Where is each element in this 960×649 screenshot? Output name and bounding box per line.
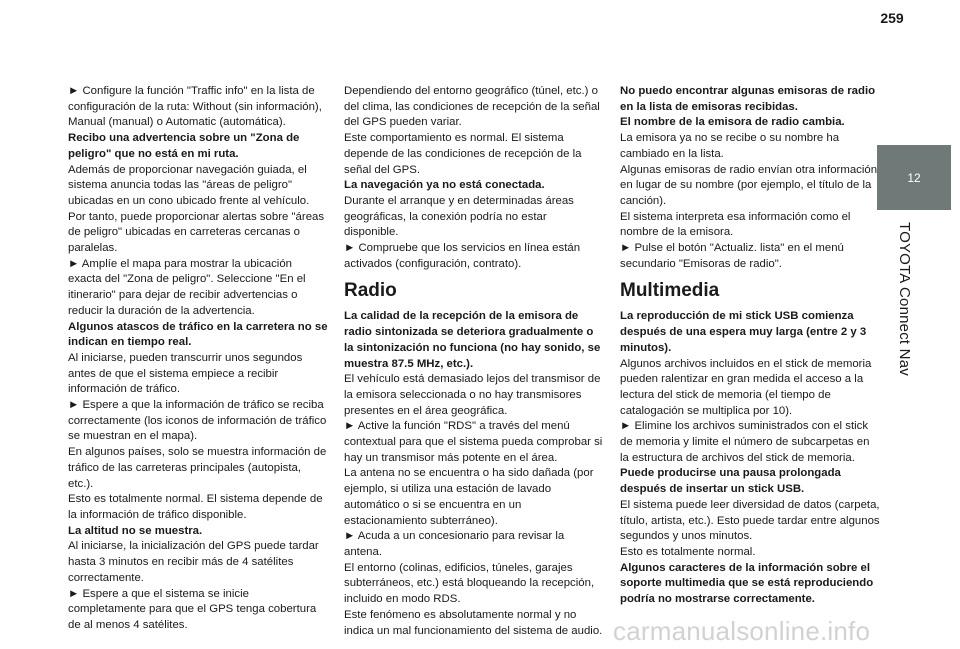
question-heading: Algunos atascos de tráfico en la carretera no se indican en tiempo real. <box>68 320 328 349</box>
paragraph: Este fenómeno es absolutamente normal y no indica un mal funcionamiento del sistema de audio. <box>344 608 603 637</box>
column-1 <box>68 84 328 634</box>
paragraph: Al iniciarse, la inicialización del GPS puede tardar hasta 3 minutos en recibir más de 4 satélites correctamente. <box>68 540 319 584</box>
question-heading: Puede producirse una pausa prolongada después de insertar un stick USB. <box>620 467 841 496</box>
paragraph: Esto es totalmente normal. <box>620 545 756 558</box>
paragraph: ► Acuda a un concesionario para revisar la antena. <box>344 530 565 558</box>
paragraph: El sistema interpreta esa información como el nombre de la emisora. <box>620 210 851 239</box>
paragraph: ► Amplíe el mapa para mostrar la ubicación exacta del "Zona de peligro". Seleccione "En el itinerario" para dejar de recibir advertencias o reducir la duración de la advertencia. <box>68 257 306 317</box>
paragraph: Dependiendo del entorno geográfico (túnel, etc.) o del clima, las condiciones de recepción de la señal del GPS pueden variar. <box>344 85 600 129</box>
paragraph: El entorno (colinas, edificios, túneles, garajes subterráneos, etc.) está bloqueando la recepción, incluido en modo RDS. <box>344 561 595 606</box>
paragraph: ► Elimine los archivos suministrados con el stick de memoria y limite el número de subcarpetas en la estructura de archivos del stick de memoria. <box>620 420 870 464</box>
paragraph: ► Active la función "RDS" a través del menú contextual para que el sistema pueda comprobar si hay un transmisor más potente en el área. <box>344 420 603 464</box>
paragraph: Este comportamiento es normal. El sistema depende de las condiciones de recepción de la señal del GPS. <box>344 132 582 176</box>
paragraph: El vehículo está demasiado lejos del transmisor de la emisora seleccionada o no hay transmisores presentes en el área geográfica. <box>344 373 601 417</box>
chapter-title: TOYOTA Connect Nav <box>896 222 913 376</box>
section-heading: Radio <box>344 280 397 302</box>
paragraph: Además de proporcionar navegación guiada, el sistema anuncia todas las "áreas de peligro" ubicadas en un cono ubicado frente al vehículo. Por tanto, puede proporcionar alertas sobre "áreas de peligro" ubicadas en carreteras cercanas o paralelas. <box>68 163 325 255</box>
paragraph: La emisora ya no se recibe o su nombre ha cambiado en la lista. <box>620 132 840 160</box>
question-heading: La reproducción de mi stick USB comienza después de una espera muy larga (entre 2 y 3 minutos). <box>620 310 867 354</box>
chapter-tab <box>877 145 951 210</box>
question-heading: La altitud no se muestra. <box>68 524 203 537</box>
paragraph: ► Espere a que el sistema se inicie completamente para que el GPS tenga cobertura de al menos 4 satélites. <box>68 587 317 631</box>
paragraph: Algunas emisoras de radio envían otra información en lugar de su nombre (por ejemplo, el título de la canción). <box>620 163 878 207</box>
paragraph: Al iniciarse, pueden transcurrir unos segundos antes de que el sistema empiece a recibir información de tráfico. <box>68 351 303 396</box>
paragraph: ► Espere a que la información de tráfico se reciba correctamente (los iconos de información de tráfico se muestran en el mapa). <box>68 399 327 443</box>
paragraph: En algunos países, solo se muestra información de tráfico de las carreteras principales (autopista, etc.). <box>68 446 327 490</box>
column-2 <box>344 84 604 639</box>
question-heading: Recibo una advertencia sobre un "Zona de peligro" que no está en mi ruta. <box>68 132 300 160</box>
paragraph: Algunos archivos incluidos en el stick de memoria pueden ralentizar en gran medida el acceso a la lectura del stick de memoria (el tiempo de catalogación se multiplica por 10). <box>620 357 872 417</box>
page-number: 259 <box>880 10 904 26</box>
paragraph: ► Configure la función "Traffic info" en la lista de configuración de la ruta: Without (sin información), Manual (manual) o Automatic (automática). <box>68 85 322 129</box>
column-3 <box>620 84 880 608</box>
paragraph: Esto es totalmente normal. El sistema depende de la información de tráfico disponible. <box>68 493 323 521</box>
section-heading: Multimedia <box>620 280 720 302</box>
question-heading: El nombre de la emisora de radio cambia. <box>620 116 845 129</box>
paragraph: Durante el arranque y en determinadas áreas geográficas, la conexión podría no estar disponible. <box>344 194 574 239</box>
paragraph: El sistema puede leer diversidad de datos (carpeta, título, artista, etc.). Esto puede tardar entre algunos segundos y unos minutos. <box>620 498 880 543</box>
question-heading: La calidad de la recepción de la emisora de radio sintonizada se deteriora gradualmente o la sintonización no funciona (no hay sonido, se muestra 87.5 MHz, etc.). <box>344 310 601 370</box>
paragraph: ► Pulse el botón "Actualiz. lista" en el menú secundario "Emisoras de radio". <box>620 242 844 270</box>
chapter-number: 12 <box>907 170 921 185</box>
question-heading: La navegación ya no está conectada. <box>344 179 545 192</box>
paragraph: La antena no se encuentra o ha sido dañada (por ejemplo, si utiliza una estación de lavado automático o si se encuentra en un estacionamiento subterráneo). <box>344 467 594 527</box>
watermark: carmanualsonline.info <box>613 616 871 646</box>
question-heading: No puedo encontrar algunas emisoras de radio en la lista de emisoras recibidas. <box>620 85 876 113</box>
paragraph: ► Compruebe que los servicios en línea están activados (configuración, contrato). <box>344 242 581 270</box>
question-heading: Algunos caracteres de la información sobre el soporte multimedia que se está reproduciendo podría no mostrarse correctamente. <box>620 561 874 606</box>
